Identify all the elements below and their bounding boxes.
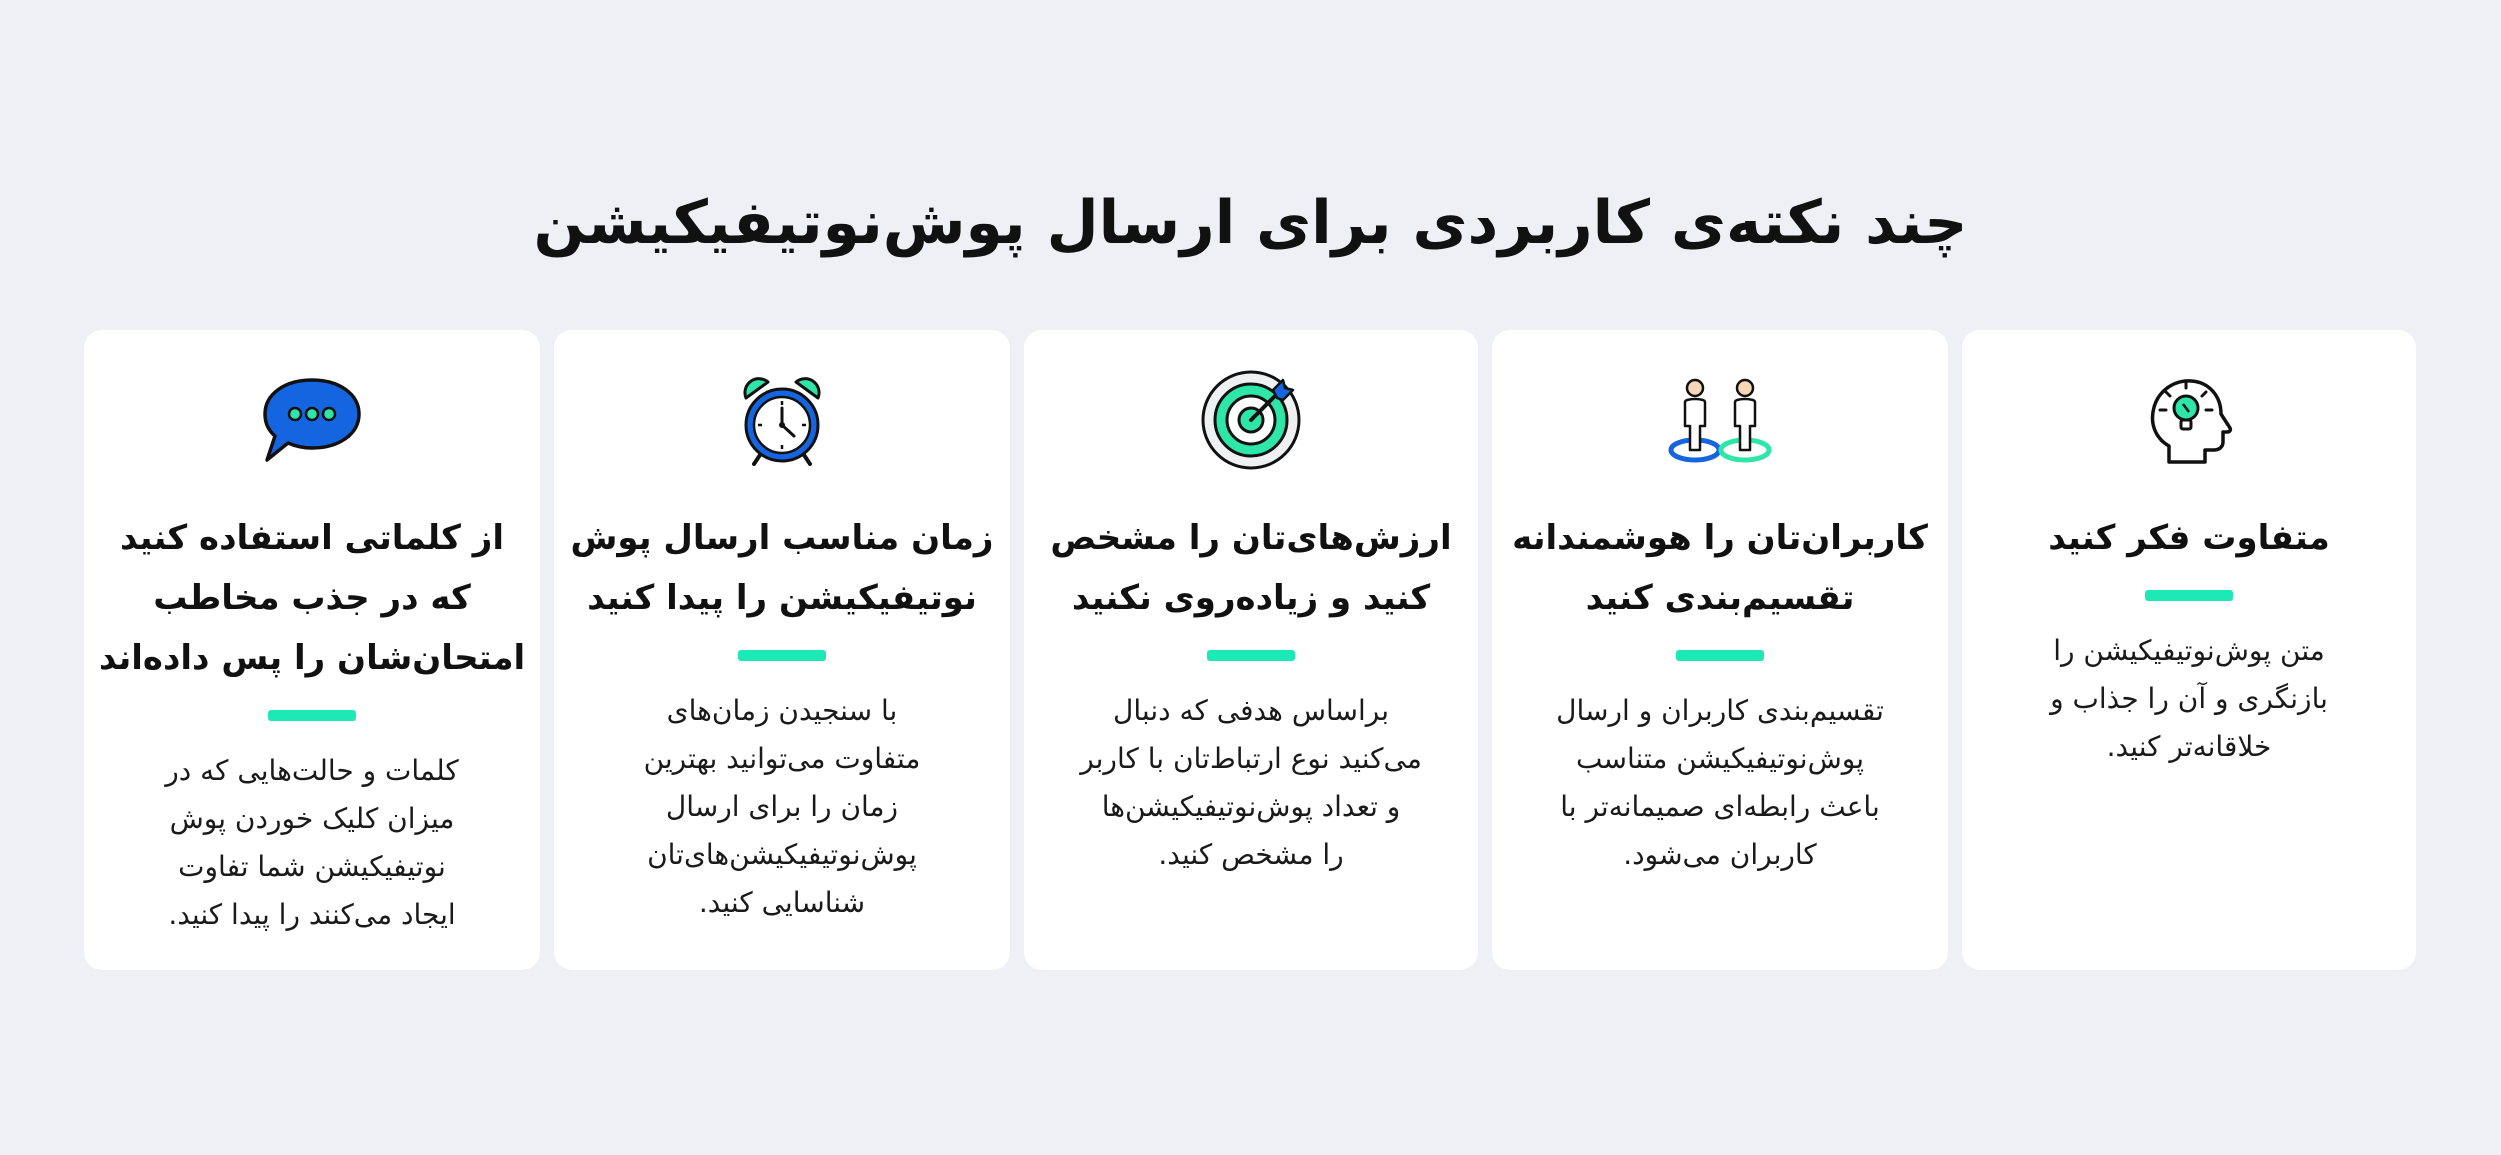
tip-heading <box>571 508 994 628</box>
tip-description-line: تقسیم‌بندی کاربران و ارسال <box>1556 694 1884 727</box>
tip-description-line: میزان کلیک خوردن پوش <box>169 802 455 835</box>
tip-description-line: متن پوش‌نوتیفیکیشن را <box>2053 634 2325 667</box>
tip-description-line: کلمات و حالت‌هایی که در <box>165 754 459 787</box>
tip-description <box>1556 687 1884 879</box>
tip-description-line: زمان را برای ارسال <box>665 790 899 823</box>
tip-description <box>644 687 921 927</box>
tip-description-line: نوتیفیکیشن شما تفاوت <box>178 850 446 883</box>
tip-description-line: پوش‌نوتیفیکیشن‌های‌تان <box>647 838 917 871</box>
tip-heading-line: متفاوت فکر کنید <box>2048 518 2330 558</box>
tip-description-line: کاربران می‌شود. <box>1623 838 1817 871</box>
tip-heading <box>2048 508 2330 568</box>
tip-card-proven-words <box>84 330 540 970</box>
tip-card-right-time <box>554 330 1010 970</box>
tip-description-line: پوش‌نوتیفیکیشن متناسب <box>1575 742 1865 775</box>
alarm-clock-icon <box>727 370 837 470</box>
tip-card-define-values <box>1024 330 1478 970</box>
tip-heading-line: نوتیفیکیشن را پیدا کنید <box>587 578 977 618</box>
tip-description-line: براساس هدفی که دنبال <box>1113 694 1390 727</box>
tip-heading-line: کنید و زیاده‌روی نکنید <box>1071 578 1431 618</box>
page-title: چند نکته‌ی کاربردی برای ارسال پوش‌نوتیفیکیشن <box>533 188 1968 258</box>
tip-description-line: می‌کنید نوع ارتباط‌تان با کاربر <box>1080 742 1422 775</box>
tip-heading <box>99 508 525 688</box>
tip-description <box>165 747 458 939</box>
accent-divider <box>1207 650 1295 661</box>
tip-description-line: متفاوت می‌توانید بهترین <box>643 742 921 775</box>
tip-description-line: ایجاد می‌کنند را پیدا کنید. <box>168 898 456 931</box>
tip-description <box>1080 687 1422 879</box>
accent-divider <box>1676 650 1764 661</box>
lightbulb-head-icon <box>2134 370 2244 470</box>
tip-heading <box>1050 508 1451 628</box>
tip-heading-line: زمان مناسب ارسال پوش <box>570 518 994 558</box>
tip-description-line: را مشخص کنید. <box>1158 838 1344 871</box>
tip-heading-line: از کلماتی استفاده کنید <box>119 518 504 558</box>
tip-heading <box>1512 508 1928 628</box>
tip-description-line: خلاقانه‌تر کنید. <box>2106 730 2272 763</box>
accent-divider <box>268 710 356 721</box>
tip-card-think-differently <box>1962 330 2416 970</box>
accent-divider <box>738 650 826 661</box>
tip-description-line: باعث رابطه‌ای صمیمانه‌تر با <box>1560 790 1880 823</box>
tip-description <box>2050 627 2328 771</box>
target-icon <box>1196 370 1306 470</box>
tip-heading-line: که در جذب مخاطب <box>153 578 471 618</box>
tip-description-line: بازنگری و آن را جذاب و <box>2050 682 2328 715</box>
tip-description-line: با سنجیدن زمان‌های <box>666 694 898 727</box>
tip-description-line: شناسایی کنید. <box>698 886 866 919</box>
tip-heading-line: ارزش‌های‌تان را مشخص <box>1050 518 1452 558</box>
tip-heading-line: امتحان‌شان را پس داده‌اند <box>98 638 526 678</box>
tip-heading-line: کاربران‌تان را هوشمندانه <box>1512 518 1928 558</box>
users-segment-icon <box>1665 370 1775 470</box>
tip-heading-line: تقسیم‌بندی کنید <box>1585 578 1855 618</box>
chat-bubble-icon <box>257 370 367 470</box>
tip-description-line: و تعداد پوش‌نوتیفیکیشن‌ها <box>1101 790 1401 823</box>
tips-row <box>84 330 2416 970</box>
tip-card-segment-users <box>1492 330 1948 970</box>
accent-divider <box>2145 590 2233 601</box>
